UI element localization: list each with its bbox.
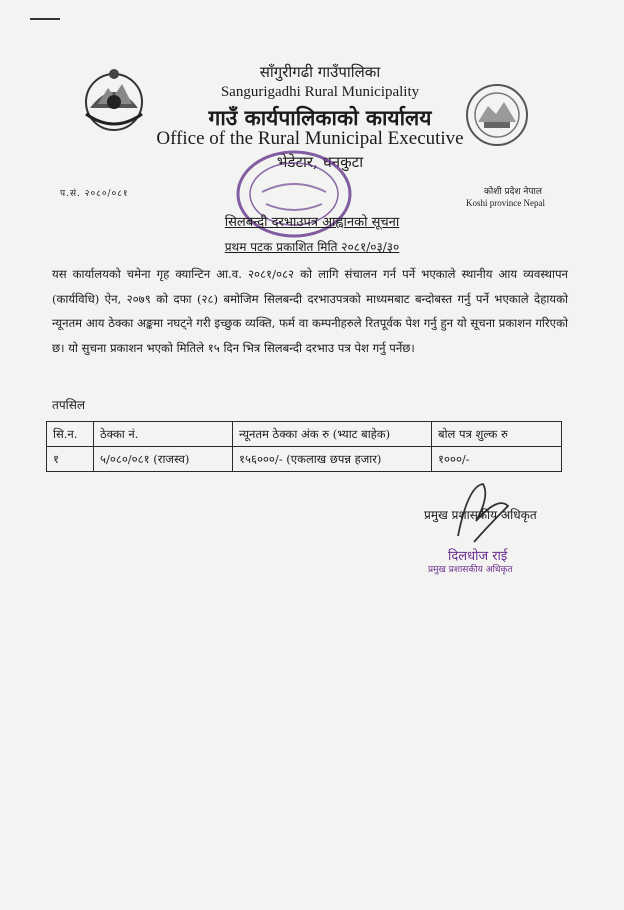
officer-title: प्रमुख प्रशासकीय अधिकृत: [424, 508, 537, 522]
table-header-cell: ठेक्का नं.: [94, 422, 233, 447]
office-location: भेडेटार, धनकुटा: [276, 153, 364, 171]
table-cell: १: [47, 447, 94, 472]
tender-table: [46, 421, 562, 472]
province-np: कोशी प्रदेश नेपाल: [484, 187, 542, 197]
handwritten-name: दिलधोज राई: [448, 549, 508, 564]
published-date: प्रथम पटक प्रकाशित मिति २०८१/०३/३०: [224, 240, 400, 254]
table-header-cell: बोल पत्र शुल्क रु: [432, 422, 562, 447]
notice-title: सिलबन्दी दरभाउपत्र आह्वानको सूचना: [224, 215, 400, 230]
notice-body: यस कार्यालयको चमेना गृह क्यान्टिन आ.व. २०८१/०८२ को लागि संचालन गर्न पर्ने भएकाले स्थानीय आय व्यवस्थापन (कार्यविधि) ऐन, २०७९ को दफा (२८) बमोजिम सिलबन्दी दरभाउपत्रको माध्यमबाट बन्दोबस्त गर्नु पर्ने भएकाले देहायको न्यूनतम आय ठेक्का अङ्कमा नघट्ने गरी इच्छुक व्यक्ति, फर्म वा कम्पनीहरुले रितपूर्वक पेश गर्नु हुन यो सूचना प्रकाशन गरिएको छ। यो सुचना प्रकाशन भएको मितिले १५ दिन भित्र सिलबन्दी दरभाउ पत्र पेश गर्नु पर्नेछ।: [52, 267, 568, 355]
table-header-cell: न्यूनतम ठेक्का अंक रु (भ्याट बाहेक): [233, 422, 432, 447]
table-cell: १०००/-: [432, 447, 562, 472]
table-row: [47, 447, 562, 472]
municipality-name-np: साँगुरीगढी गाउँपालिका: [259, 63, 381, 81]
table-cell: ५/०८०/०८१ (राजस्व): [94, 447, 233, 472]
table-header-cell: सि.न.: [47, 422, 94, 447]
schedule-label: तपसिल: [52, 398, 86, 412]
reference-number: प.सं. २०८०/०८१: [60, 189, 129, 199]
table-cell: १५६०००/- (एकलाख छपन्न हजार): [233, 447, 432, 472]
office-name-np: गाउँ कार्यपालिकाको कार्यालय: [208, 105, 432, 130]
top-mark: [30, 18, 60, 20]
table-header-row: [47, 422, 562, 447]
province-en: Koshi province Nepal: [466, 198, 545, 208]
municipality-name-en: Sangurigadhi Rural Municipality: [220, 84, 420, 100]
office-name-en: Office of the Rural Municipal Executive: [156, 128, 464, 149]
handwritten-role: प्रमुख प्रशासकीय अधिकृत: [428, 565, 513, 575]
